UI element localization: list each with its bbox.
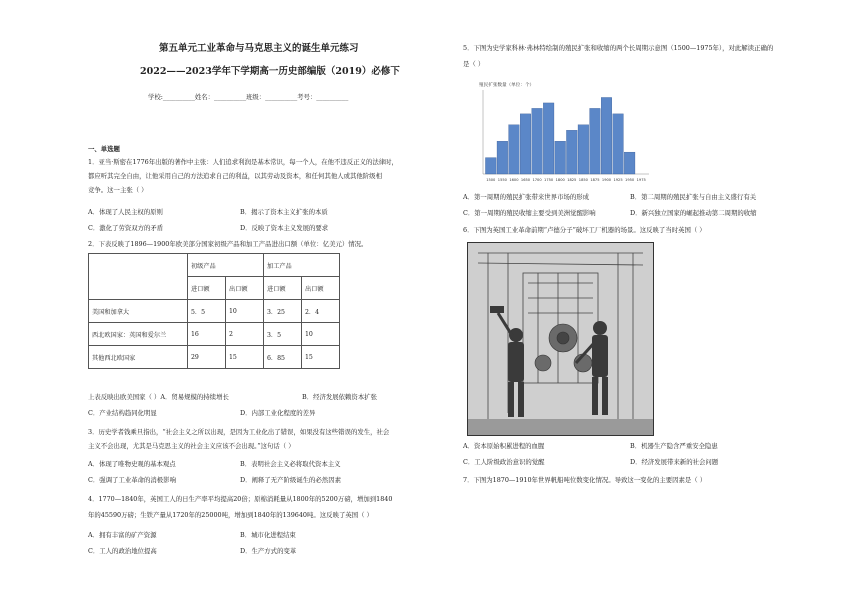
table-row-label: 西北欧国家：英国和爱尔兰 — [89, 323, 188, 346]
table-row-label: 其他西北欧国家 — [89, 346, 188, 369]
q7-stem: 7．下图为1870—1910年世界帆船吨位数变化情况。导致这一变化的主要因素是（ ） — [463, 476, 707, 484]
q2-stem: 2．下表反映了1896—1900年欧美部分国家初级产品和加工产品进出口额（单位：亿美元）情况。 — [88, 240, 368, 248]
chart-bar — [509, 125, 520, 174]
q1-stem-1: 1．亚当·斯密在1776年出版的著作中主张：人们追求利润是基本常识，每一个人，在他不违反正义的法律时， — [88, 158, 398, 166]
table-cell: 5．5 — [188, 300, 226, 323]
section-heading: 一、单选题 — [88, 145, 120, 153]
chart-bar — [601, 97, 612, 174]
table-cell: 3．5 — [264, 323, 302, 346]
table-sub-header: 出口额 — [226, 277, 264, 300]
table-cell: 2 — [226, 323, 264, 346]
q6-option-a[interactable]: A．资本原始积累进程的血腥 — [463, 442, 545, 450]
table-row-label: 美国和加拿大 — [89, 300, 188, 323]
table-sub-header: 进口额 — [188, 277, 226, 300]
chart-x-tick-label: 1500 — [486, 178, 496, 182]
q3-stem-2: 主义不会出现，尤其是马克思主义的社会主义应该不会出现。”这句话（ ） — [88, 442, 295, 450]
chart-x-tick-label: 1950 — [625, 178, 635, 182]
table-cell: 29 — [188, 346, 226, 369]
q4-option-a[interactable]: A．拥有丰富的矿产资源 — [88, 531, 157, 539]
chart-bar — [520, 114, 531, 174]
chart-bar — [497, 141, 508, 174]
chart-x-tick-label: 1600 — [509, 178, 519, 182]
table-cell: 10 — [226, 300, 264, 323]
table-cell: 15 — [226, 346, 264, 369]
q6-option-d[interactable]: D．经济发展带来新的社会问题 — [630, 458, 719, 466]
q2-data-table — [88, 253, 340, 369]
q3-option-b[interactable]: B．表明社会主义必将取代资本主义 — [240, 460, 341, 468]
luddite-illustration — [467, 242, 654, 436]
chart-bar — [566, 130, 577, 174]
chart-x-tick-label: 1800 — [555, 178, 565, 182]
chart-x-tick-label: 1550 — [497, 178, 507, 182]
chart-x-tick-label: 1700 — [532, 178, 542, 182]
table-cell: 10 — [302, 323, 340, 346]
chart-bar — [543, 103, 554, 174]
chart-x-tick-label: 1925 — [613, 178, 623, 182]
q5-stem-2: 是（ ） — [463, 60, 485, 68]
q4-stem-2: 年的45590万磅；生铁产量从1720年的25000吨，增加到1840年的139640吨。这反映了英国（ ） — [88, 511, 373, 519]
title-line-2: 2022——2023学年下学期高一历史部编版（2019）必修下 — [140, 66, 400, 77]
q3-option-c[interactable]: C．强调了工业革命的消极影响 — [88, 476, 176, 484]
q5-option-d[interactable]: D．新兴独立国家的崛起推动第二周期的收缩 — [630, 209, 757, 217]
q2-option-d[interactable]: D．内部工业化程度的差异 — [240, 409, 316, 417]
student-info-line: 学校:__________姓名：__________班级：__________考号：__________ — [148, 93, 349, 101]
table-corner-cell — [89, 254, 188, 300]
chart-bar — [485, 158, 496, 174]
table-cell: 6．85 — [264, 346, 302, 369]
q3-option-a[interactable]: A．体现了唯物史观的基本观点 — [88, 460, 176, 468]
chart-x-tick-label: 1875 — [590, 178, 600, 182]
q1-option-a[interactable]: A．体现了人民主权的原则 — [88, 208, 163, 216]
table-cell: 3．25 — [264, 300, 302, 323]
q1-option-b[interactable]: B．揭示了资本主义扩张的本质 — [240, 208, 328, 216]
q2-after-table[interactable]: 上表反映出欧美国家（ ）A．贸易规模的持续增长 — [88, 393, 229, 401]
q2-option-c[interactable]: C．产业结构趋同化明显 — [88, 409, 157, 417]
q6-stem: 6．下图为英国工业革命前期“卢德分子”破坏工厂机器的场景。这反映了当时英国（ ） — [463, 226, 706, 234]
table-cell: 2．4 — [302, 300, 340, 323]
chart-x-tick-label: 1900 — [601, 178, 612, 182]
q1-stem-3: 竞争。这一主张（ ） — [88, 186, 148, 194]
q3-option-d[interactable]: D．阐释了无产阶级诞生的必然因素 — [240, 476, 341, 484]
q6-option-b[interactable]: B．机器生产隐含严重安全隐患 — [630, 442, 718, 450]
q4-stem-1: 4．1770—1840年，英国工人的日生产率平均提高20倍；原棉消耗量从1800年的5200万磅，增加到1840 — [88, 495, 393, 503]
table-group-header: 加工产品 — [264, 254, 340, 277]
q2-option-b[interactable]: B．经济发展依赖资本扩张 — [302, 393, 377, 401]
table-row — [89, 323, 340, 346]
chart-bar — [613, 114, 624, 174]
q1-stem-2: 都应听其完全自由，让他采用自己的方法追求自己的利益，以其劳动及资本，和任何其他人或其他阶级相 — [88, 172, 382, 180]
chart-bar — [590, 108, 601, 174]
q6-option-c[interactable]: C．工人阶级政治意识的觉醒 — [463, 458, 545, 466]
chart-x-tick-label: 1850 — [578, 178, 588, 182]
chart-x-tick-label: 1650 — [520, 178, 531, 182]
table-cell: 15 — [302, 346, 340, 369]
q5-stem-1: 5．下图为史学家科林·弗林特绘制的殖民扩张和收缩的两个长周期示意图（1500—1975年），对此解读正确的 — [463, 44, 774, 52]
q5-option-c[interactable]: C．第一周期的殖民收缩主要受到美洲觉醒影响 — [463, 209, 596, 217]
colonial-expansion-chart — [477, 78, 657, 186]
table-sub-header: 出口额 — [302, 277, 340, 300]
q5-option-b[interactable]: B．第二周期的殖民扩张与自由主义盛行有关 — [630, 193, 757, 201]
chart-bar — [532, 108, 543, 174]
table-row — [89, 346, 340, 369]
table-group-header: 初级产品 — [188, 254, 264, 277]
q1-option-d[interactable]: D．反映了资本主义发展的要求 — [240, 224, 329, 232]
chart-x-tick-label: 1825 — [567, 178, 577, 182]
table-sub-header: 进口额 — [264, 277, 302, 300]
chart-bar — [624, 152, 635, 174]
chart-bar — [555, 141, 566, 174]
table-row — [89, 300, 340, 323]
chart-x-tick-label: 1975 — [636, 178, 646, 182]
luddite-illustration-drawing — [468, 243, 653, 435]
q4-option-d[interactable]: D．生产方式的变革 — [240, 547, 297, 555]
chart-x-tick-label: 1750 — [544, 178, 554, 182]
q1-option-c[interactable]: C．激化了劳资双方的矛盾 — [88, 224, 164, 232]
table-cell: 16 — [188, 323, 226, 346]
q4-option-b[interactable]: B．城市化进程结束 — [240, 531, 296, 539]
q5-option-a[interactable]: A．第一周期的殖民扩张带来世界市场的形成 — [463, 193, 590, 201]
chart-title: 殖民扩张数量（单位：个） — [479, 83, 535, 88]
chart-bar — [578, 125, 589, 174]
q3-stem-1: 3．历史学者钱乘旦指出，“社会主义之所以出现，是因为工业化出了错误，如果没有这些错误的发生，社会 — [88, 428, 390, 436]
q4-option-c[interactable]: C．工人的政治地位提高 — [88, 547, 157, 555]
title-line-1: 第五单元工业革命与马克思主义的诞生单元练习 — [159, 43, 359, 54]
